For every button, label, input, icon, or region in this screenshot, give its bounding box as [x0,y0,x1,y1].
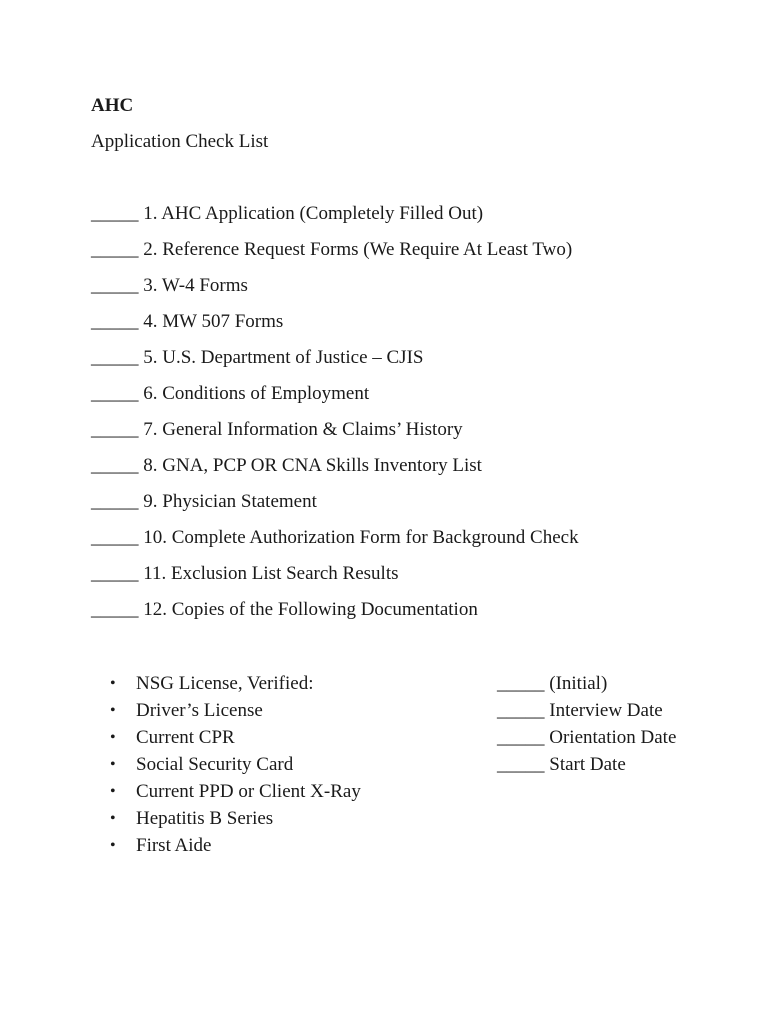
checklist-item: _____ 9. Physician Statement [91,491,317,512]
checklist-item: _____ 8. GNA, PCP OR CNA Skills Inventory List [91,455,482,476]
documentation-item [110,726,361,753]
documentation-item [110,672,361,699]
application-checklist [91,202,579,634]
documentation-item-label: Current PPD or Client X-Ray [136,781,361,802]
checklist-item: _____ 7. General Information & Claims’ History [91,419,463,440]
documentation-item-label: Hepatitis B Series [136,808,274,829]
bullet-icon: • [110,810,116,827]
checklist-item: _____ 3. W-4 Forms [91,275,248,296]
bullet-icon: • [110,837,116,854]
office-use-list [497,672,676,780]
bullet-icon: • [110,702,116,719]
checklist-item: _____ 2. Reference Request Forms (We Require At Least Two) [91,239,573,260]
documentation-item-label: Social Security Card [136,754,294,775]
office-use-item: _____ Start Date [497,754,626,775]
bullet-icon: • [110,783,116,800]
bullet-icon: • [110,675,116,692]
checklist-item: _____ 5. U.S. Department of Justice – CJIS [91,347,424,368]
checklist-item: _____ 4. MW 507 Forms [91,311,284,332]
documentation-list [110,672,361,861]
documentation-item [110,753,361,780]
office-use-item: _____ Orientation Date [497,727,677,748]
checklist-item: _____ 6. Conditions of Employment [91,383,370,404]
bullet-icon: • [110,756,116,773]
documentation-item [110,834,361,861]
documentation-item-label: First Aide [136,835,212,856]
documentation-item [110,780,361,807]
checklist-item: _____ 12. Copies of the Following Documentation [91,599,478,620]
checklist-item: _____ 10. Complete Authorization Form for Background Check [91,527,579,548]
documentation-item [110,699,361,726]
office-use-item: _____ (Initial) [497,673,608,694]
documentation-item [110,807,361,834]
checklist-item: _____ 1. AHC Application (Completely Filled Out) [91,203,484,224]
checklist-item: _____ 11. Exclusion List Search Results [91,563,399,584]
document-title: Application Check List [91,131,269,152]
documentation-item-label: NSG License, Verified: [136,673,314,694]
organization-name: AHC [91,95,134,116]
documentation-item-label: Current CPR [136,727,235,748]
office-use-item: _____ Interview Date [497,700,663,721]
bullet-icon: • [110,729,116,746]
documentation-item-label: Driver’s License [136,700,263,721]
